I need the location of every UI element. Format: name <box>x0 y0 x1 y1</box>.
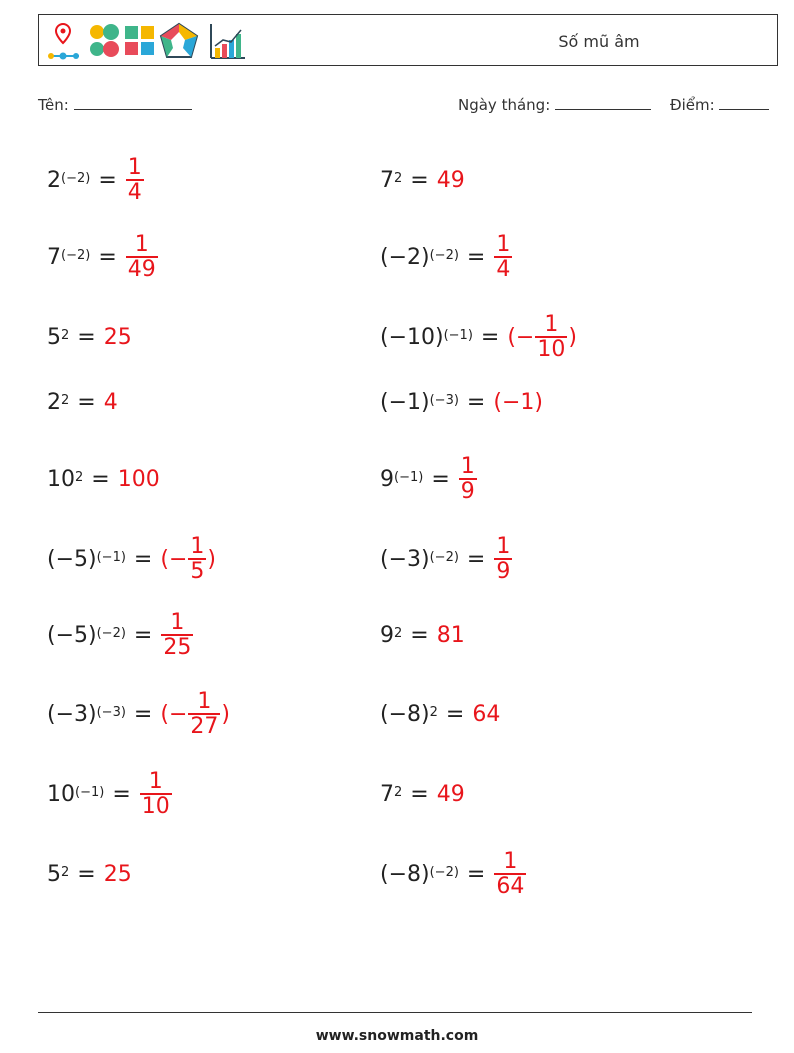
problem-exponent: 2 <box>61 864 70 880</box>
answer <box>493 535 513 583</box>
fraction-numerator: 1 <box>197 688 212 714</box>
date-label: Ngày tháng: <box>458 96 551 114</box>
problem-base: (−5) <box>47 622 97 648</box>
fraction-numerator: 1 <box>496 533 511 559</box>
problem-exponent: (−2) <box>96 625 126 641</box>
answer <box>493 233 513 281</box>
answer-prefix: 49 <box>436 167 465 193</box>
fraction-denominator: 10 <box>537 337 566 362</box>
problem-item <box>47 603 194 667</box>
answer-prefix: (− <box>160 701 188 727</box>
problem-item <box>47 842 132 906</box>
problem-base: (−1) <box>380 389 430 415</box>
problem-exponent: (−1) <box>96 549 126 565</box>
fraction-numerator: 1 <box>460 453 475 479</box>
problem-item <box>380 447 478 511</box>
answer-prefix: (− <box>507 324 535 350</box>
answer-prefix: 100 <box>117 466 160 492</box>
fraction-numerator: 1 <box>127 154 142 180</box>
equals-sign: = <box>445 701 465 727</box>
problem-base: 2 <box>47 167 61 193</box>
problem-base: 5 <box>47 861 61 887</box>
answer <box>125 233 159 281</box>
answer-suffix: ) <box>207 546 216 572</box>
answer-fraction <box>126 156 144 204</box>
answer-fraction <box>459 455 477 503</box>
pentagon-icon <box>161 24 197 57</box>
problem-base: 9 <box>380 622 394 648</box>
problem-item <box>380 527 513 591</box>
problem-base: 9 <box>380 466 394 492</box>
problem-base: 10 <box>47 781 75 807</box>
equals-sign: = <box>133 622 153 648</box>
problem-item <box>47 225 159 289</box>
problem-item <box>47 148 145 212</box>
answer <box>437 168 465 193</box>
problem-exponent: 2 <box>394 784 403 800</box>
problem-base: 5 <box>47 324 61 350</box>
fraction-numerator: 1 <box>134 231 149 257</box>
answer <box>437 782 465 807</box>
problem-item <box>380 762 465 826</box>
answer <box>493 390 543 415</box>
equals-sign: = <box>98 244 117 270</box>
fraction-numerator: 1 <box>148 768 163 794</box>
problem-item <box>380 842 527 906</box>
footer-url: www.snowmath.com <box>315 1028 479 1044</box>
problem-base: 7 <box>380 781 394 807</box>
fraction-numerator: 1 <box>170 609 185 635</box>
number-bubbles-icon <box>90 24 119 57</box>
problem-item <box>380 370 543 434</box>
equals-sign: = <box>410 622 429 648</box>
problem-exponent: (−2) <box>429 549 459 565</box>
problem-base: (−3) <box>47 701 97 727</box>
problem-exponent: (−2) <box>429 247 459 263</box>
problem-item <box>47 527 216 591</box>
answer-fraction <box>140 770 172 818</box>
equals-sign: = <box>133 546 153 572</box>
problem-item <box>47 370 118 434</box>
problem-item <box>47 447 160 511</box>
puzzle-icon <box>125 26 154 55</box>
fraction-numerator: 1 <box>190 533 205 559</box>
fraction-numerator: 1 <box>496 231 511 257</box>
score-blank[interactable] <box>719 95 769 110</box>
answer <box>160 611 194 659</box>
problem-item <box>47 682 230 746</box>
answer-prefix: (−1) <box>493 389 543 415</box>
footer-divider <box>38 1012 752 1013</box>
answer <box>118 467 160 492</box>
equals-sign: = <box>466 861 486 887</box>
equals-sign: = <box>98 167 117 193</box>
answer <box>125 156 145 204</box>
problem-exponent: (−3) <box>429 392 459 408</box>
answer <box>437 623 465 648</box>
score-field <box>670 95 769 114</box>
problem-exponent: (−1) <box>443 327 473 343</box>
problem-exponent: 2 <box>61 327 70 343</box>
problem-item <box>380 225 513 289</box>
answer <box>104 390 118 415</box>
equals-sign: = <box>466 244 486 270</box>
problem-item <box>380 305 577 369</box>
problem-item <box>380 603 465 667</box>
equals-sign: = <box>480 324 500 350</box>
answer-fraction <box>161 611 193 659</box>
problem-exponent: 2 <box>429 704 438 720</box>
equals-sign: = <box>77 324 96 350</box>
problem-item <box>380 682 500 746</box>
answer-fraction <box>535 313 567 361</box>
problem-exponent: (−2) <box>61 170 91 186</box>
logo-icons <box>45 20 275 62</box>
name-label: Tên: <box>38 96 69 114</box>
answer <box>458 455 478 503</box>
fraction-denominator: 25 <box>163 635 192 660</box>
answer-fraction <box>494 850 526 898</box>
problem-item <box>380 148 465 212</box>
name-field <box>38 95 192 114</box>
answer-prefix: 4 <box>103 389 118 415</box>
fraction-denominator: 9 <box>460 479 475 504</box>
answer <box>507 313 577 361</box>
answer <box>139 770 173 818</box>
map-pin-icon <box>48 24 79 60</box>
answer-fraction <box>188 535 206 583</box>
answer-fraction <box>188 690 220 738</box>
problem-item <box>47 305 132 369</box>
answer-prefix: (− <box>160 546 188 572</box>
answer <box>160 690 230 738</box>
problem-base: (−5) <box>47 546 97 572</box>
equals-sign: = <box>112 781 131 807</box>
problem-exponent: (−1) <box>75 784 105 800</box>
problem-base: 7 <box>47 244 61 270</box>
fraction-numerator: 1 <box>503 848 518 874</box>
date-field <box>458 95 651 114</box>
fraction-numerator: 1 <box>544 311 559 337</box>
problem-exponent: 2 <box>61 392 70 408</box>
fraction-denominator: 10 <box>141 794 170 819</box>
problem-exponent: (−2) <box>61 247 91 263</box>
equals-sign: = <box>431 466 450 492</box>
fraction-denominator: 9 <box>496 559 511 584</box>
problem-base: (−3) <box>380 546 430 572</box>
answer-prefix: 25 <box>103 861 132 887</box>
problem-base: (−2) <box>380 244 430 270</box>
answer-fraction <box>126 233 158 281</box>
answer-fraction <box>494 535 512 583</box>
fraction-denominator: 27 <box>190 714 219 739</box>
equals-sign: = <box>466 546 486 572</box>
fraction-denominator: 4 <box>127 180 142 205</box>
problem-base: 10 <box>47 466 75 492</box>
problem-base: 2 <box>47 389 61 415</box>
problem-exponent: 2 <box>394 625 403 641</box>
equals-sign: = <box>77 861 96 887</box>
answer-fraction <box>494 233 512 281</box>
fraction-denominator: 49 <box>127 257 156 282</box>
date-blank[interactable] <box>555 95 651 110</box>
name-blank[interactable] <box>74 95 192 110</box>
answer <box>493 850 527 898</box>
answer <box>104 325 132 350</box>
answer <box>160 535 216 583</box>
problem-base: 7 <box>380 167 394 193</box>
equals-sign: = <box>91 466 110 492</box>
answer-suffix: ) <box>568 324 577 350</box>
problem-base: (−8) <box>380 861 430 887</box>
problem-item <box>47 762 173 826</box>
fraction-denominator: 5 <box>190 559 205 584</box>
problem-base: (−8) <box>380 701 430 727</box>
problem-exponent: (−1) <box>394 469 424 485</box>
equals-sign: = <box>133 701 153 727</box>
problem-exponent: (−3) <box>96 704 126 720</box>
answer <box>104 862 132 887</box>
header-box <box>38 14 778 66</box>
answer-prefix: 81 <box>436 622 465 648</box>
answer <box>472 702 500 727</box>
equals-sign: = <box>410 781 429 807</box>
answer-prefix: 25 <box>103 324 132 350</box>
bar-chart-icon <box>211 24 245 58</box>
equals-sign: = <box>410 167 429 193</box>
problem-exponent: 2 <box>75 469 84 485</box>
score-label: Điểm: <box>670 96 715 114</box>
problem-exponent: (−2) <box>429 864 459 880</box>
equals-sign: = <box>466 389 486 415</box>
fraction-denominator: 4 <box>496 257 511 282</box>
problem-exponent: 2 <box>394 170 403 186</box>
answer-prefix: 64 <box>472 701 501 727</box>
fraction-denominator: 64 <box>496 874 525 899</box>
answer-prefix: 49 <box>436 781 465 807</box>
problem-base: (−10) <box>380 324 444 350</box>
worksheet-title: Số mũ âm <box>558 31 640 51</box>
answer-suffix: ) <box>221 701 230 727</box>
equals-sign: = <box>77 389 96 415</box>
